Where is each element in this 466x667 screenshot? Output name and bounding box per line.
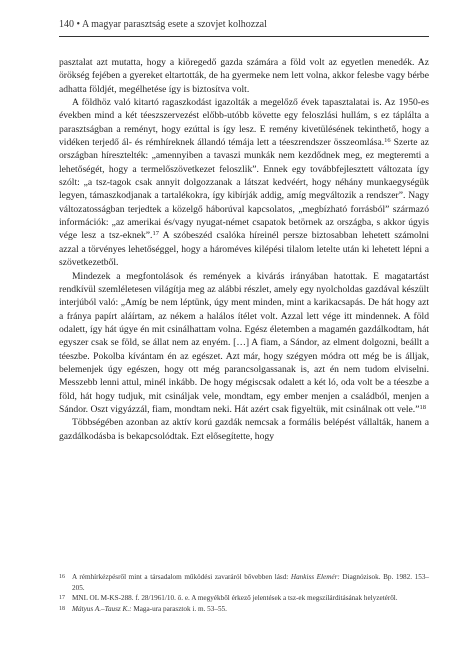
paragraph-1: pasztalat azt mutatta, hogy a kiöregedő gazda számára a föld volt az egyetlen menedék. Az örökség fejében a gyereket eltartották, de ha gyermeke nem lett volna, akkor felesbe vagy bérbe adhatta földjét, megélhetése így is biztosítva volt. (59, 57, 429, 95)
footnote-number: 17 (59, 595, 65, 602)
paragraph-4: Többségében azonban az aktív korú gazdák nemcsak a formális belépést vállalták, hanem a gazdálkodásba is bekapcsolódtak. Ezt elősegítette, hogy (59, 417, 429, 442)
running-title: A magyar parasztság esete a szovjet kolhozzal (81, 19, 267, 30)
footnote-author: Mátyus A.–Tausz K.: (72, 605, 132, 614)
paragraph-2: A földhöz való kitartó ragaszkodást igazolták a megelőző évek tapasztalatai is. Az 1950-es években mind a két téeszszervezést előbb-utóbb követte egy feloszlási hullám, s ez táplálta a parasztságban a reményt, hogy ezúttal is így lesz. E remény kivetülésének tekinthető, hogy a vidéken terjedő ál- és rémhíreknek állandó témája lett a téeszrendszer összeomlása.$^{16}$ Szerte az országban híresztelték: „amennyiben a tavaszi munkák nem kezdődnek meg, ez megteremti a lehetőségét, hogy a termelőszövetkezet feloszlik”. Ennek egy továbbfejlesztett változata így szólt: „a tsz-tagok csak annyit dolgozzanak a látszat kedvéért, hogy néhány munkaegységük legyen, támaszkodjanak a tartalékokra, így kibírják addig, amíg megváltozik a rendszer”. Nagy változatosságban terjedtek a közelgő háborúval kapcsolatos, „megbízható forrásból” származó információk: „az amerikai és/vagy nyugat-német csapatok betörnek az országba, s akkor úgyis vége lesz a tsz-eknek”.$^{17}$ A szóbeszéd csalóka híreinél persze biztosabban lehetett számolni azzal a törvényes lehetőséggel, hogy a hároméves kilépési tilalom letelte után ki lehetett lépni a szövetkezetből. (59, 97, 429, 269)
footnote-number: 16 (59, 574, 65, 580)
footnote-number: 18 (59, 606, 65, 613)
footnote-18: 18 Mátyus A.–Tausz K.: Maga-ura parasztok i. m. 53–55. (59, 605, 227, 614)
footnote-author: Hankiss Elemér: (290, 573, 340, 581)
footnote-17: 17 MNL OL M-KS-288. f. 28/1961/10. ő. e. A megyékből érkező jelentések a tsz-ek megszilárditásának helyzetéről. (59, 594, 398, 603)
page-number: 140 (59, 19, 74, 30)
paragraph-3: Mindezek a megfontolások és remények a kivárás irányában hatottak. E magatartást rendkívül szemléletesen világítja meg az alábbi részlet, amely egy nyolcholdas gazdával készült interjúból való: „Amíg be nem léptünk, úgy ment minden, mint a karikacsapás. De hát hogy azt a frányа papírt aláírtam, az nékem a halálos ítélet volt. Azzal lett vége itt mindennek. A föld odalett, így hát úgye én mit csinálhattam volna. Egész életemben a magamén gazdálkodtam, hát egyszer csak se föld, se állat nem az enyém. […] A fiam, a Sándor, az elment dolgozni, beállt a téeszbe. Pokolba kívántam én az egészet. Azt már, hogy szégyen módra ott még be is álljak, belemenjek úgy egészen, hogy ott még parancsolgassanak is, azt én nem tudom elviselni. Messzebb lenni attul, minél inkább. De hogy mégiscsak odalett a két ló, oda volt be a téeszbe a föld, hát hogy tudjuk, mit csináljak vele, mondtam, egy ember menjen a családból, menjen a Sándor. Oszt vigyázzál, fiam, mondtam neki. Hát azért csak figyeltük, mit csinálnak ott vele.”$^{18}$ (59, 270, 429, 415)
footnote-16: 16 A rémhírkézpésről mint a társadalom működési zavaráról bővebben lásd: Hankiss Elemér: Diagnózisok. Bp. 1982. 153–205. (59, 573, 430, 592)
main-text (59, 56, 429, 443)
header-rule (59, 36, 429, 37)
footnote-ref-16[interactable]: 16 (384, 137, 391, 145)
header-bullet: • (76, 19, 81, 30)
footnote-ref-18[interactable]: 18 (419, 403, 426, 411)
footnote-ref-17[interactable]: 17 (152, 230, 159, 238)
running-header (59, 19, 429, 37)
footnotes (59, 572, 429, 615)
